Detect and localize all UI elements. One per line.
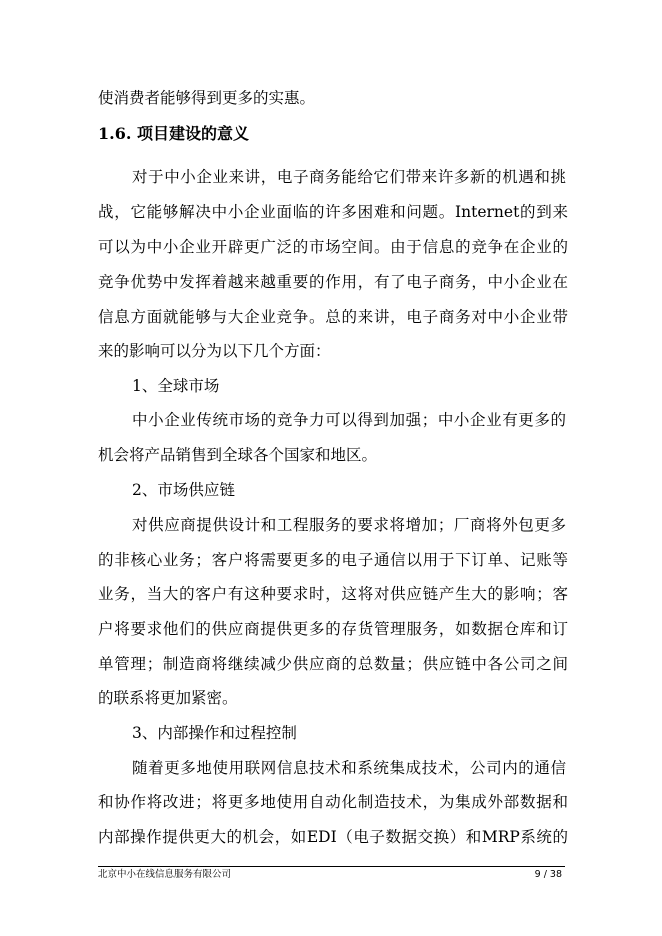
item2-body-line: 户将要求他们的供应商提供更多的存货管理服务，如数据仓库和订 bbox=[98, 620, 568, 638]
item2-body-line: 的非核心业务；客户将需要更多的电子通信以用于下订单、记账等 bbox=[98, 551, 568, 569]
item2-body-line: 对供应商提供设计和工程服务的要求将增加；厂商将外包更多 bbox=[132, 516, 566, 534]
body-line: 使消费者能够得到更多的实惠。 bbox=[98, 89, 316, 107]
item2-body-line: 业务，当大的客户有这种要求时，这将对供应链产生大的影响；客 bbox=[98, 585, 568, 603]
item2-body-line: 的联系将更加紧密。 bbox=[98, 689, 238, 707]
item2-title: 2、市场供应链 bbox=[132, 481, 235, 499]
section-heading: 1.6. 项目建设的意义 bbox=[98, 124, 249, 143]
para1-line: 战，它能够解决中小企业面临的许多困难和问题。Internet的到来 bbox=[98, 203, 568, 221]
para1-line: 信息方面就能够与大企业竞争。总的来讲，电子商务对中小企业带 bbox=[98, 308, 568, 326]
item3-body-line: 和协作将改进；将更多地使用自动化制造技术，为集成外部数据和 bbox=[98, 793, 568, 811]
para1-line: 来的影响可以分为以下几个方面： bbox=[98, 342, 331, 360]
footer-divider bbox=[98, 866, 565, 867]
para1-line: 竞争优势中发挥着越来越重要的作用，有了电子商务，中小企业在 bbox=[98, 273, 568, 291]
para1-line: 对于中小企业来讲，电子商务能给它们带来许多新的机遇和挑 bbox=[132, 168, 566, 186]
item3-body-line: 内部操作提供更大的机会，如EDI（电子数据交换）和MRP系统的 bbox=[98, 828, 568, 846]
item1-body-line: 机会将产品销售到全球各个国家和地区。 bbox=[98, 446, 378, 464]
page-number: 9 / 38 bbox=[534, 869, 562, 880]
item3-body-line: 随着更多地使用联网信息技术和系统集成技术，公司内的通信 bbox=[132, 759, 566, 777]
item1-title: 1、全球市场 bbox=[132, 377, 220, 395]
item3-title: 3、内部操作和过程控制 bbox=[132, 724, 297, 742]
item1-body-line: 中小企业传统市场的竞争力可以得到加强；中小企业有更多的 bbox=[132, 411, 566, 429]
para1-line: 可以为中小企业开辟更广泛的市场空间。由于信息的竞争在企业的 bbox=[98, 238, 568, 256]
item2-body-line: 单管理；制造商将继续减少供应商的总数量；供应链中各公司之间 bbox=[98, 655, 568, 673]
footer-company: 北京中小在线信息服务有限公司 bbox=[98, 869, 232, 880]
